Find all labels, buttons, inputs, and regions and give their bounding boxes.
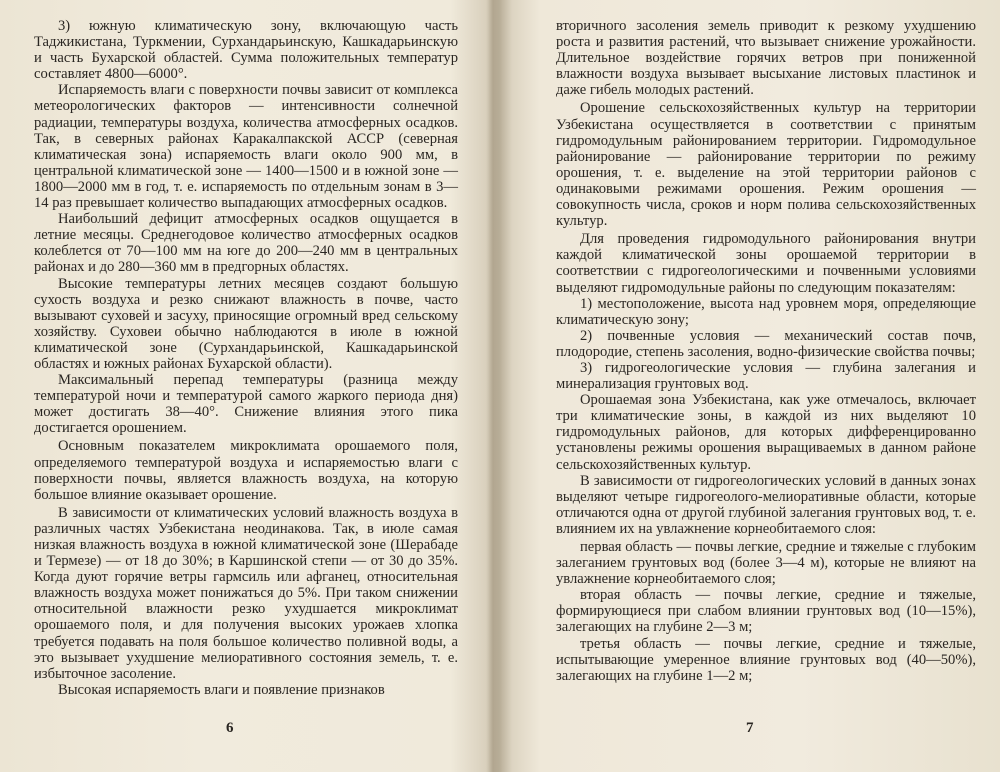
list-item: 2) почвенные условия — механический состав почв, плодородие, степень засоления, водно-физические свойства почвы; [556,327,976,360]
paragraph: 3) южную климатическую зону, включающую часть Таджикистана, Туркмении, Сурхандарьинскую, Кашкадарьинскую и часть Бухарской областей. Сумма положительных температур составляет 4800—6000°. [34,18,458,83]
list-item: первая область — почвы легкие, средние и тяжелые с глубоким залеганием грунтовых вод (более 3—4 м), которые не влияют на увлажнение корнеобитаемого слоя; [556,539,976,588]
paragraph: Высокие температуры летних месяцев создают большую сухость воздуха и резко снижают влажность в почве, часто вызывают суховей и засуху, приносящие огромный вред сельскому хозяйству. Суховеи обычно наблюдаются в июле в южной климатической зоне (Сурхандарьинской, Кашкадарьинской областях и южных районах Бухарской области). [34,275,458,372]
right-page-text [556,18,976,684]
paragraph: Орошение сельскохозяйственных культур на территории Узбекистана осуществляется в соответствии с принятым гидромодульным районированием территории. Гидромодульное районирование — районирование территории по режиму орошения, т. е. выделение на этой территории районов с одинаковыми режимами орошения. Режим орошения — совокупность числа, сроков и норм полива сельскохозяйственных культур. [556,100,976,230]
list-item: 3) гидрогеологические условия — глубина залегания и минерализация грунтовых вод. [556,359,976,393]
page-number: 7 [746,720,754,736]
paragraph: Высокая испаряемость влаги и появление признаков [58,681,385,698]
left-page [0,0,492,772]
paragraph: В зависимости от климатических условий влажность воздуха в различных частях Узбекистана неодинакова. Так, в июле самая низкая влажность воздуха в южной климатической зоне (Шерабаде и Термезе) — от 18 до 30%; в Каршинской степи — от 30 до 35%. Когда дуют горячие ветры гармсиль или афганец, относительная влажность воздуха может понижаться до 5%. При таком снижении относительной влажности резко ухудшается микроклимат орошаемого поля, и для получения высоких урожаев хлопка требуется подавать на поля большое количество поливной воды, а это вызывает ухудшение мелиоративного состояния земель, т. е. избыточное засоление. [34,504,458,682]
page-number: 6 [226,720,234,736]
paragraph: Для проведения гидромодульного районирования внутри каждой климатической зоны орошаемой территории в соответствии с гидрогеологическими и почвенными условиями выделяют гидромодульные районы по следующим показателям: [556,231,976,296]
paragraph: Максимальный перепад температуры (разница между температурой ночи и температурой самого жаркого периода дня) может достигать 38—40°. Снижение влияния этого пика достигается орошением. [34,372,458,437]
paragraph: Испаряемость влаги с поверхности почвы зависит от комплекса метеорологических факторов — интенсивности солнечной радиации, температуры воздуха, количества атмосферных осадков. Так, в северных районах Каракалпакской АССР (северная климатическая зона) испаряемость влаги около 900 мм, в центральной климатической зоне — 1400—1500 и в южной зоне — 1800—2000 мм в год, т. е. испаряемость по отдельным зонам в 3—14 раз превышает количество выпадающих атмосферных осадков. [34,82,458,212]
list-item: 1) местоположение, высота над уровнем моря, определяющие климатическую зону; [556,295,976,328]
paragraph: В зависимости от гидрогеологических условий в данных зонах выделяют четыре гидрогеолого-мелиоративные области, которые отличаются одна от другой глубиной залегания грунтовых вод, т. е. влиянием их на увлажнение корнеобитаемого слоя: [556,472,976,537]
list-item: третья область — почвы легкие, средние и тяжелые, испытывающие умеренное влияние грунтовых вод (40—50%), залегающих на глубине 1—2 м; [556,635,976,684]
paragraph: вторичного засоления земель приводит к резкому ухудшению роста и развития растений, что вызывает снижение урожайности. Длительное воздействие горячих ветров при пониженной влажности воздуха вызывает высыхание листовых пластинок и даже гибель молодых растений. [556,18,976,99]
paragraph: Основным показателем микроклимата орошаемого поля, определяемого температурой воздуха и испаряемостью влаги с поверхности почвы, является влажность воздуха, на которую большое влияние оказывает орошение. [34,438,458,503]
left-page-text [34,18,458,698]
list-item: вторая область — почвы легкие, средние и тяжелые, формирующиеся при слабом влиянии грунтовых вод (10—15%), залегающих на глубине 2—3 м; [556,587,976,636]
paragraph: Орошаемая зона Узбекистана, как уже отмечалось, включает три климатические зоны, в каждой из них выделяют 10 гидромодульных районов, для которых дифференцированно установлены режимы орошения выращиваемых в данном районе сельскохозяйственных культур. [556,392,976,473]
right-page [508,0,1000,772]
paragraph: Наибольший дефицит атмосферных осадков ощущается в летние месяцы. Среднегодовое количество атмосферных осадков колеблется от 70—100 мм на юге до 200—240 мм в центральных районах и до 280—360 мм в предгорных областях. [34,211,458,276]
